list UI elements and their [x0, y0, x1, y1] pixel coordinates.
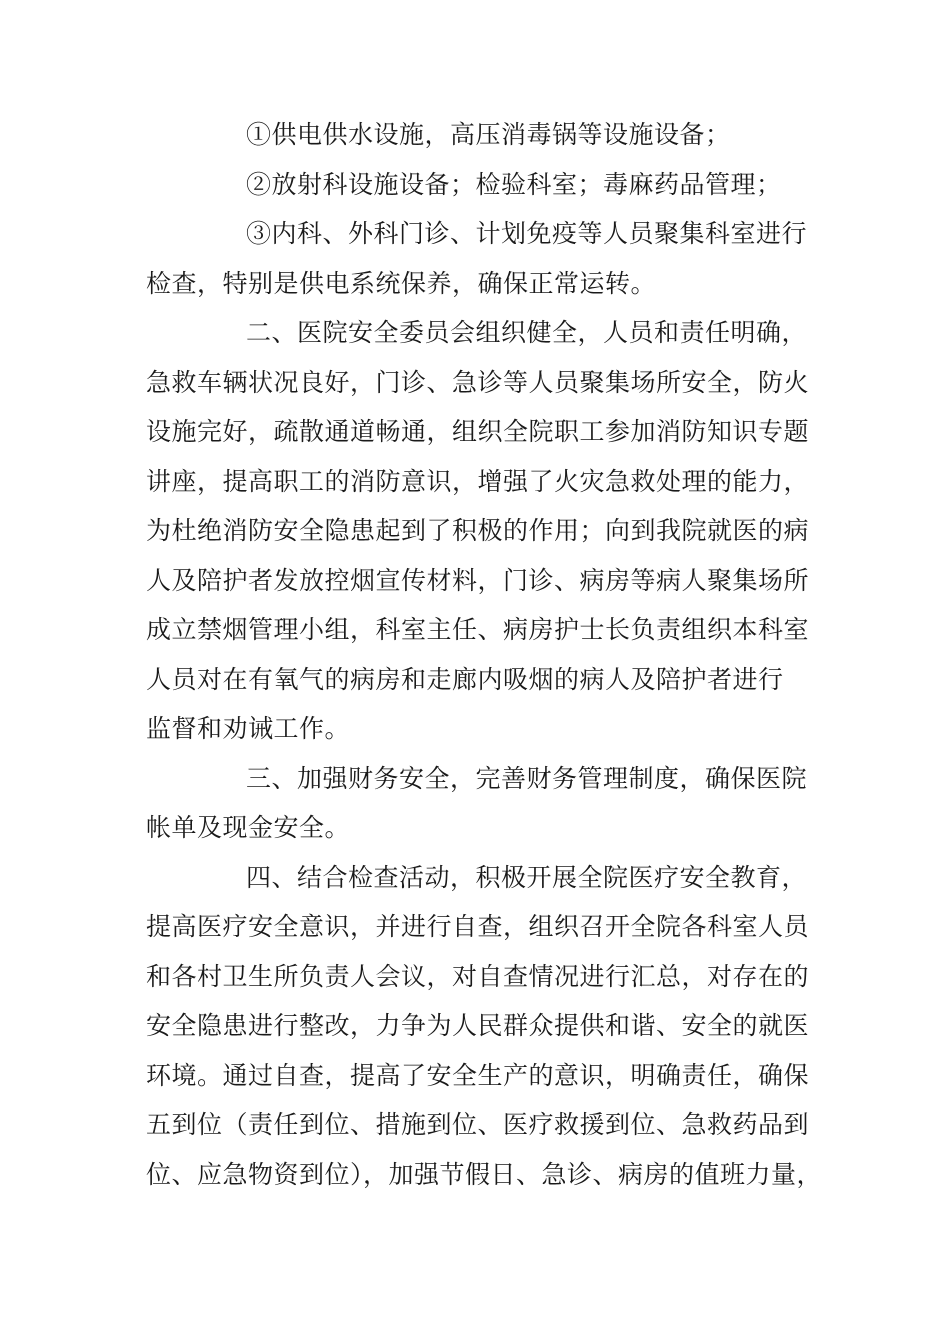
text-line: 二、医院安全委员会组织健全，人员和责任明确，	[246, 318, 808, 347]
text-line: 提高医疗安全意识，并进行自查，组织召开全院各科室人员	[146, 912, 810, 941]
text-line: 帐单及现金安全。	[146, 813, 351, 842]
text-line: 位、应急物资到位），加强节假日、急诊、病房的值班力量，	[146, 1159, 823, 1189]
text-line: ②放射科设施设备；检验科室；毒麻药品管理；	[246, 169, 782, 199]
text-line: ①供电供水设施，高压消毒锅等设施设备；	[246, 120, 731, 149]
text-line: 和各村卫生所负责人会议，对自查情况进行汇总，对存在的	[146, 961, 810, 991]
text-line: 设施完好，疏散通道畅通，组织全院职工参加消防知识专题	[146, 417, 810, 446]
text-line: 三、加强财务安全，完善财务管理制度，确保医院	[246, 763, 808, 793]
text-line: 为杜绝消防安全隐患起到了积极的作用；向到我院就医的病	[146, 516, 810, 545]
text-line: ③内科、外科门诊、计划免疫等人员聚集科室进行	[246, 219, 808, 248]
text-line: 急救车辆状况良好，门诊、急诊等人员聚集场所安全，防火	[146, 367, 810, 397]
text-line: 五到位（责任到位、措施到位、医疗救援到位、急救药品到	[146, 1110, 810, 1139]
document-body	[146, 110, 823, 1199]
text-line: 监督和劝诫工作。	[146, 714, 351, 743]
text-line: 四、结合检查活动，积极开展全院医疗安全教育，	[246, 862, 808, 892]
text-line: 讲座，提高职工的消防意识，增强了火灾急救处理的能力，	[146, 466, 810, 496]
text-line: 环境。通过自查，提高了安全生产的意识，明确责任，确保	[146, 1060, 810, 1090]
text-line: 人及陪护者发放控烟宣传材料，门诊、病房等病人聚集场所	[146, 565, 810, 595]
text-line: 人员对在有氧气的病房和走廊内吸烟的病人及陪护者进行	[146, 664, 784, 694]
text-line: 安全隐患进行整改，力争为人民群众提供和谐、安全的就医	[146, 1011, 810, 1040]
text-line: 成立禁烟管理小组，科室主任、病房护士长负责组织本科室	[146, 615, 810, 644]
text-line: 检查，特别是供电系统保养，确保正常运转。	[146, 268, 657, 298]
